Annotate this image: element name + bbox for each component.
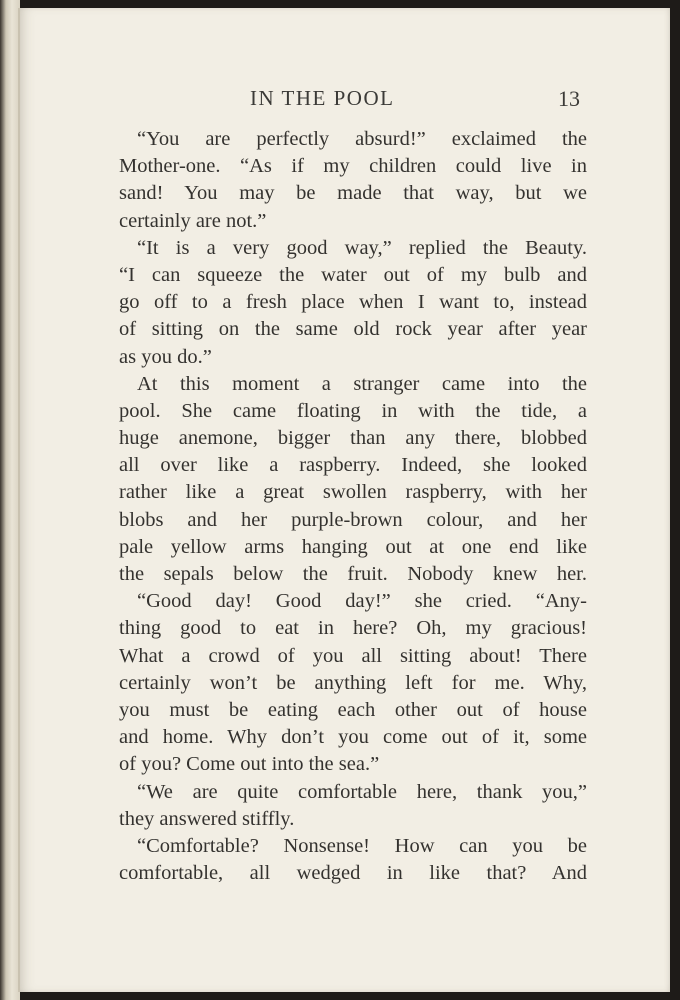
text-line: of you? Come out into the sea.” (119, 753, 380, 776)
text-line: rather like a great swollen raspberry, with her (119, 481, 587, 504)
text-line: certainly are not.” (119, 209, 267, 232)
facing-page-edge (0, 0, 20, 1000)
text-line: you must be eating each other out of house (119, 698, 587, 721)
text-line: thing good to eat in here? Oh, my gracious! (119, 617, 587, 640)
text-line: sand! You may be made that way, but we (119, 182, 587, 205)
text-line: certainly won’t be anything left for me. Why, (119, 671, 587, 694)
text-line: pale yellow arms hanging out at one end like (119, 535, 587, 558)
text-line: and home. Why don’t you come out of it, some (119, 726, 587, 749)
text-line: of sitting on the same old rock year after year (119, 318, 587, 341)
book-page (18, 8, 670, 992)
text-line: “We are quite comfortable here, thank you,” (137, 780, 587, 803)
text-line: “I can squeeze the water out of my bulb and (119, 263, 587, 286)
text-line: blobs and her purple-brown colour, and her (119, 508, 587, 531)
text-line: “Good day! Good day!” she cried. “Any- (137, 590, 587, 613)
text-line: What a crowd of you all sitting about! There (119, 644, 587, 667)
text-line: all over like a raspberry. Indeed, she looked (119, 454, 587, 477)
text-line: “Comfortable? Nonsense! How can you be (137, 834, 587, 857)
running-title: IN THE POOL (250, 86, 395, 110)
text-line: pool. She came floating in with the tide, a (119, 399, 587, 422)
body-text (119, 126, 587, 887)
text-line: they answered stiffly. (119, 807, 295, 830)
text-line: huge anemone, bigger than any there, blobbed (119, 427, 587, 450)
running-head (110, 78, 580, 118)
text-line: go off to a fresh place when I want to, instead (119, 291, 587, 314)
text-line: Mother-one. “As if my children could live in (119, 155, 587, 178)
text-line: the sepals below the fruit. Nobody knew her. (119, 563, 587, 585)
page-number: 13 (558, 86, 580, 111)
text-line: “It is a very good way,” replied the Beauty. (137, 236, 587, 259)
text-line: “You are perfectly absurd!” exclaimed the (137, 128, 587, 150)
text-line: At this moment a stranger came into the (137, 372, 587, 395)
text-line: comfortable, all wedged in like that? And (119, 862, 587, 885)
text-line: as you do.” (119, 345, 212, 368)
